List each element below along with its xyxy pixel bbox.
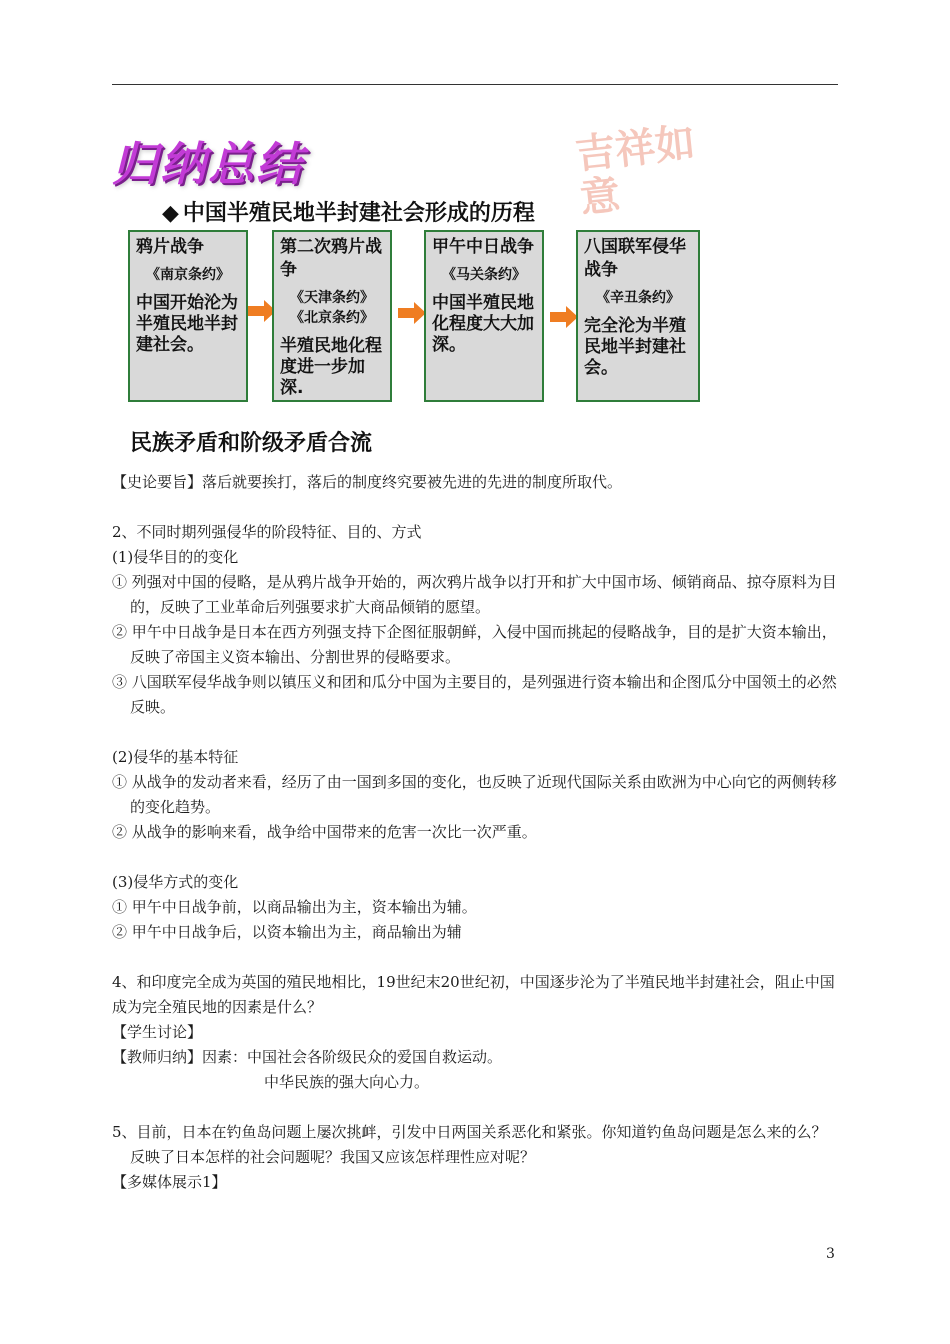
student-discussion-label: 【学生讨论】: [112, 1023, 203, 1041]
section-1-item-2: ② 甲午中日战争是日本在西方列强支持下企图征服朝鲜，入侵中国而挑起的侵略战争，目的是扩大资本输出，反映了帝国主义资本输出、分割世界的侵略要求。: [112, 623, 837, 666]
flow-result: 半殖民地化程度进一步加深.: [280, 336, 382, 398]
flow-treaty: 《天津条约》《北京条约》: [290, 290, 374, 326]
flow-box-second-opium-war: [272, 230, 392, 402]
right-arrow-icon: [550, 306, 578, 328]
section-2-item-1: ① 从战争的发动者来看，经历了由一国到多国的变化，也反映了近现代国际关系由欧洲为中心向它的两侧转移的变化趋势。: [112, 773, 837, 816]
section-3-title: (3)侵华方式的变化: [112, 873, 239, 891]
banner-footer: 民族矛盾和阶级矛盾合流: [130, 431, 373, 456]
question-4: 4、和印度完全成为英国的殖民地相比，19世纪末20世纪初，中国逐步沦为了半殖民地半封建社会，阻止中国成为完全殖民地的因素是什么？: [112, 973, 835, 1016]
section-2-title: (2)侵华的基本特征: [112, 748, 239, 766]
section-1-item-1: ① 列强对中国的侵略，是从鸦片战争开始的，两次鸦片战争以打开和扩大中国市场、倾销商品、掠夺原料为目的，反映了工业革命后列强要求扩大商品倾销的愿望。: [112, 573, 837, 616]
section-3-item-2: ② 甲午中日战争后，以资本输出为主，商品输出为辅: [112, 923, 462, 941]
teacher-summary-line-1: 【教师归纳】因素：中国社会各阶级民众的爱国自救运动。: [112, 1048, 503, 1066]
banner-subtitle-text: 中国半殖民地半封建社会形成的历程: [182, 201, 535, 226]
page-number: 3: [826, 1246, 835, 1262]
header-rule: [112, 84, 838, 85]
section-3-item-1: ① 甲午中日战争前，以商品输出为主，资本输出为辅。: [112, 898, 477, 916]
right-arrow-icon: [398, 302, 426, 324]
flow-result: 中国半殖民地化程度大大加深。: [432, 293, 534, 355]
summary-banner: [112, 120, 712, 456]
diamond-icon: ◆: [162, 201, 179, 226]
multimedia-label: 【多媒体展示1】: [112, 1173, 227, 1191]
flow-event: 第二次鸦片战争: [280, 237, 382, 280]
flow-treaty: 《马关条约》: [442, 267, 526, 283]
summary-line: 【史论要旨】落后就要挨打，落后的制度终究要被先进的先进的制度所取代。: [112, 473, 623, 491]
flow-event: 鸦片战争: [136, 237, 204, 257]
flow-box-sino-japanese-war: [424, 230, 544, 402]
flow-treaty: 《南京条约》: [146, 267, 230, 283]
banner-title: 归纳总结: [112, 137, 304, 191]
section-1-title: (1)侵华目的的变化: [112, 548, 239, 566]
flow-result: 中国开始沦为半殖民地半封建社会。: [136, 293, 238, 355]
flow-box-eight-nation-war: [576, 230, 700, 402]
banner-subtitle: [162, 196, 535, 227]
flow-result: 完全沦为半殖民地半封建社会。: [584, 316, 686, 378]
flow-event: 甲午中日战争: [432, 237, 534, 257]
section-2-item-2: ② 从战争的影响来看，战争给中国带来的危害一次比一次严重。: [112, 823, 537, 841]
teacher-summary-line-2: 中华民族的强大向心力。: [264, 1073, 430, 1091]
section-1-item-3: ③ 八国联军侵华战争则以镇压义和团和瓜分中国为主要目的，是列强进行资本输出和企图瓜分中国领土的必然反映。: [112, 673, 837, 716]
flow-box-opium-war: [128, 230, 248, 402]
document-body: [112, 470, 838, 1195]
question-2-title: 2、不同时期列强侵华的阶段特征、目的、方式: [112, 523, 422, 541]
auspicious-stamp: 吉祥如意: [573, 120, 698, 223]
question-5: 5、目前，日本在钓鱼岛问题上屡次挑衅，引发中日两国关系恶化和紧张。你知道钓鱼岛问题是怎么来的么？反映了日本怎样的社会问题呢？我国又应该怎样理性应对呢？: [112, 1123, 827, 1166]
flow-event: 八国联军侵华战争: [584, 237, 686, 280]
flow-treaty: 《辛丑条约》: [596, 290, 680, 306]
